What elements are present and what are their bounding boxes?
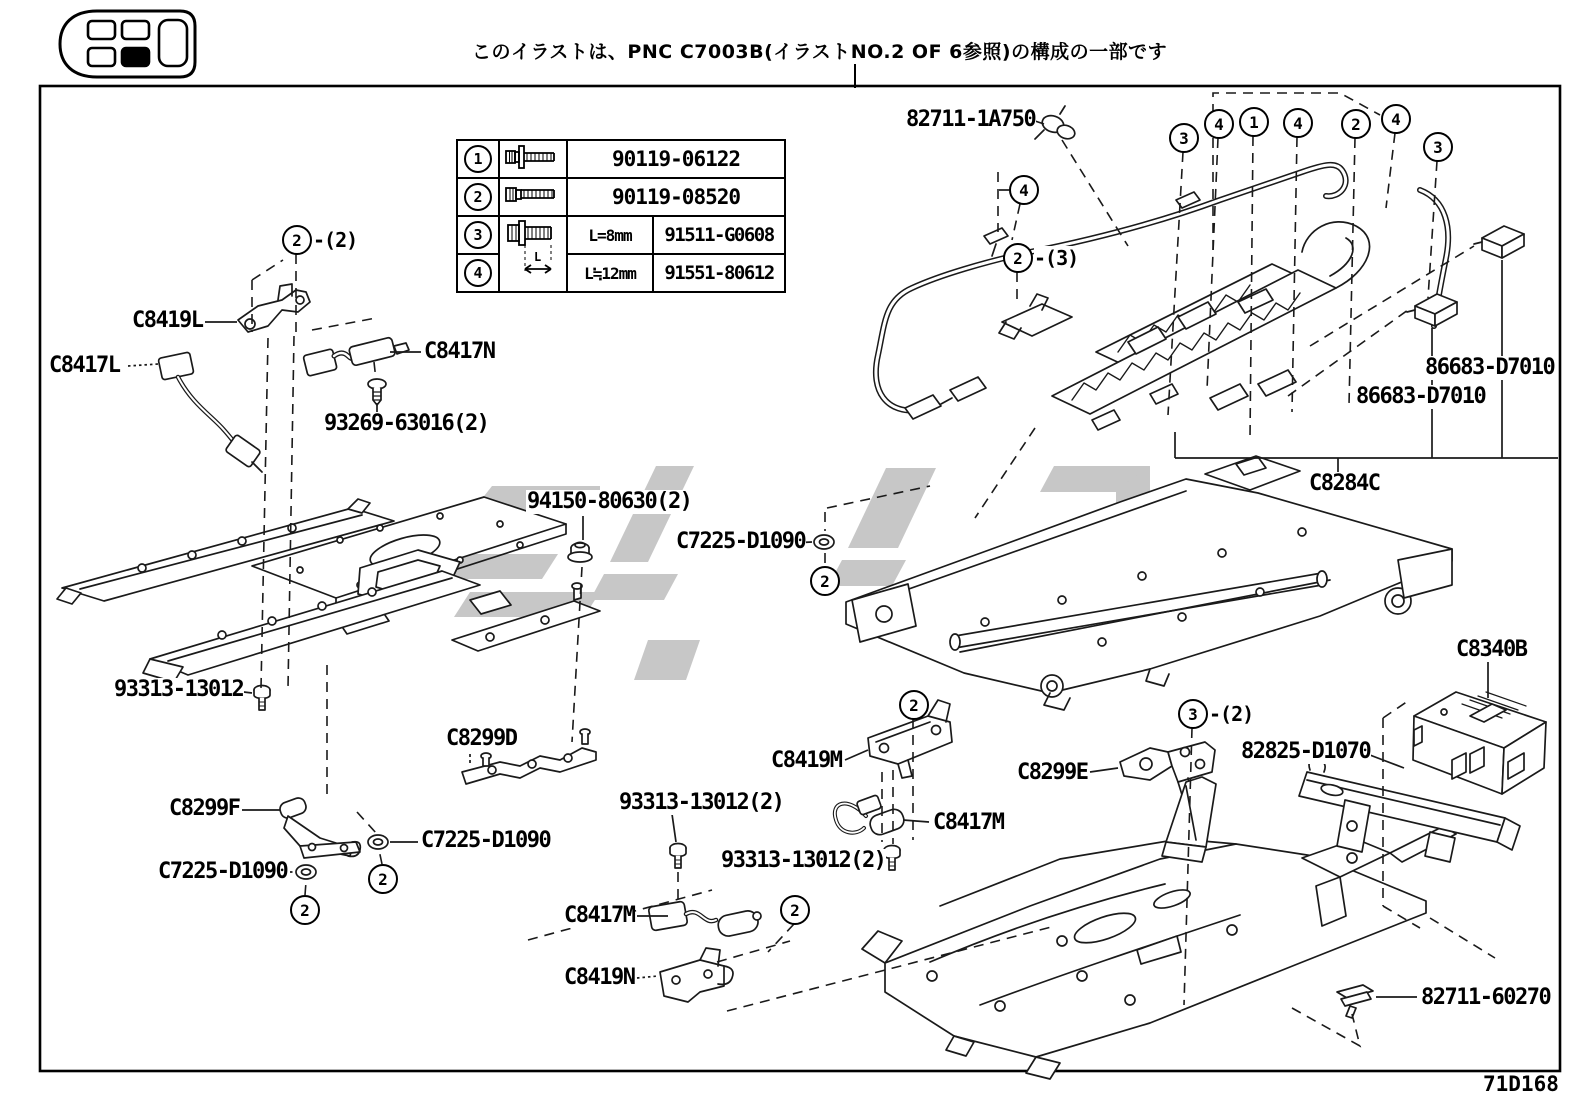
legend-length: L=8mm — [567, 216, 653, 254]
legend-part-number: 91511-G0608 — [653, 216, 785, 254]
legend-callout-4: 4 — [464, 259, 492, 287]
part-label-82825-d1070: 82825-D1070 — [1241, 739, 1371, 764]
legend-callout-3: 3 — [464, 221, 492, 249]
part-label-c8417m-upper: C8417M — [933, 810, 1004, 835]
part-label-c8340b: C8340B — [1456, 637, 1527, 662]
callout-2-x2: 2 -(2) — [282, 225, 357, 255]
part-label-c7225-d1090-left: C7225-D1090 — [158, 859, 288, 884]
callout-4: 4 — [1204, 109, 1235, 139]
part-label-93313-13012-left: 93313-13012 — [114, 677, 244, 702]
callout-2: 2 — [368, 864, 399, 894]
part-label-c8284c: C8284C — [1309, 471, 1380, 496]
part-label-93313-13012-right: 93313-13012(2) — [721, 848, 886, 873]
part-label-82711-60270: 82711-60270 — [1421, 985, 1551, 1010]
legend-length: L≒12mm — [567, 254, 653, 292]
callout-2: 2 — [290, 895, 321, 925]
part-label-86683-d7010-upper: 86683-D7010 — [1425, 355, 1555, 380]
callout-3: 3 — [1169, 123, 1200, 153]
legend-part-number: 90119-08520 — [567, 178, 785, 216]
callout-4: 4 — [1009, 175, 1040, 205]
part-label-c8417l: C8417L — [49, 353, 120, 378]
part-label-93269-63016: 93269-63016(2) — [324, 411, 489, 436]
part-label-c8299e: C8299E — [1017, 760, 1088, 785]
svg-text:L: L — [534, 250, 542, 264]
part-label-93313-13012-mid: 93313-13012(2) — [619, 790, 784, 815]
callout-3-x2: 3 -(2) — [1178, 699, 1253, 729]
legend-callout-2: 2 — [464, 183, 492, 211]
part-label-82711-1a750: 82711-1A750 — [906, 107, 1036, 132]
part-label-c8299f: C8299F — [169, 796, 240, 821]
legend-row — [457, 140, 785, 178]
legend-callout-1: 1 — [464, 145, 492, 173]
drawing-code: 71D168 — [1483, 1072, 1559, 1096]
part-label-c8419n: C8419N — [564, 965, 635, 990]
callout-2: 2 — [780, 895, 811, 925]
bolt-icon — [504, 194, 562, 213]
part-label-c7225-d1090-mid: C7225-D1090 — [421, 828, 551, 853]
part-label-c8417m-lower: C8417M — [564, 903, 635, 928]
callout-2: 2 — [1341, 109, 1372, 139]
part-label-94150-80630: 94150-80630(2) — [527, 489, 692, 514]
flange-bolt-icon — [504, 250, 562, 289]
part-label-c8417n: C8417N — [424, 339, 495, 364]
vehicle-layout-icon — [60, 11, 195, 77]
highlighted-seat-cell — [122, 48, 149, 66]
part-label-c8419m: C8419M — [771, 748, 842, 773]
legend-row — [457, 216, 785, 254]
part-label-c8299d: C8299D — [446, 726, 517, 751]
parts-artwork — [57, 106, 1546, 1079]
part-label-c7225-d1090-top: C7225-D1090 — [676, 529, 806, 554]
part-label-c8419l: C8419L — [132, 308, 203, 333]
bolt-with-washer-icon — [504, 156, 562, 175]
callout-4: 4 — [1283, 108, 1314, 138]
legend-part-number: 91551-80612 — [653, 254, 785, 292]
legend-row — [457, 178, 785, 216]
part-label-86683-d7010-lower: 86683-D7010 — [1356, 384, 1486, 409]
callout-2: 2 — [899, 690, 930, 720]
callout-3: 3 — [1423, 132, 1454, 162]
fastener-legend-table — [456, 139, 786, 293]
legend-part-number: 90119-06122 — [567, 140, 785, 178]
callout-2-x3: 2 -(3) — [1003, 243, 1078, 273]
callout-4: 4 — [1381, 104, 1412, 134]
callout-2: 2 — [810, 566, 841, 596]
illustration-note: このイラストは、PNC C7003B(イラストNO.2 OF 6参照)の構成の一部です — [472, 41, 1168, 63]
callout-1: 1 — [1239, 107, 1270, 137]
